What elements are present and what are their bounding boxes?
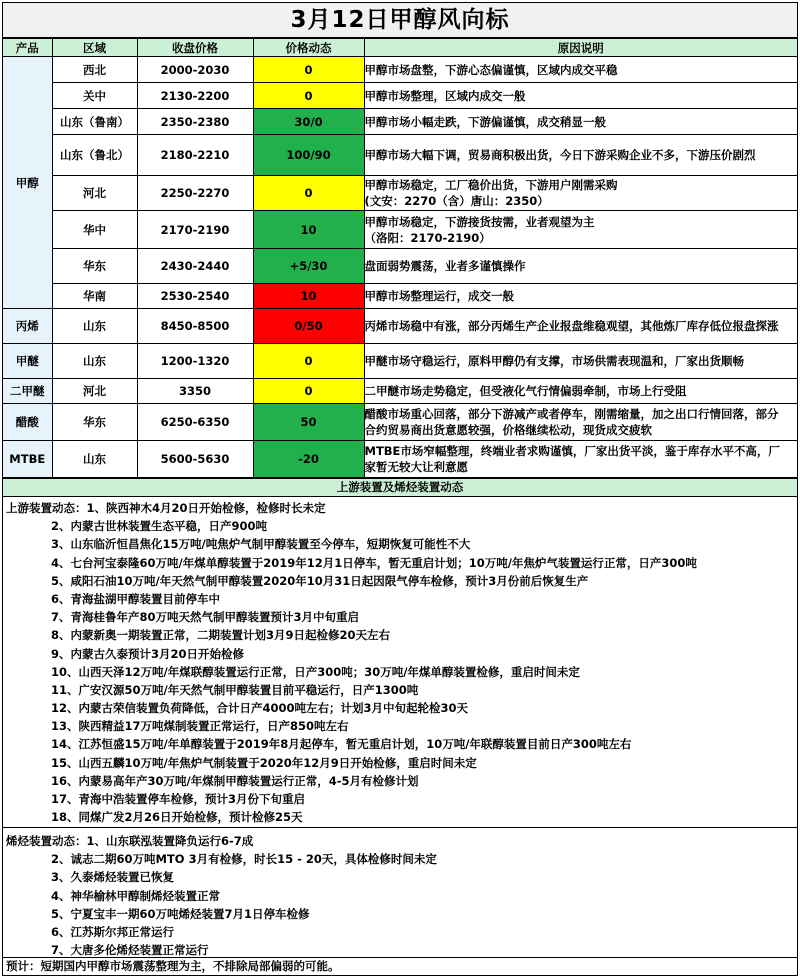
list-item: 17、青海中浩装置停车检修，预计3月份下旬重启 [51,792,306,806]
table-row [3,379,797,404]
table-row [3,57,797,83]
reason-text-line2: （洛阳：2170-2190） [364,230,491,245]
list-item: 11、广安汉源50万吨/年天然气制甲醇装置目前平稳运行，日产1300吨 [51,682,419,697]
reason-cell [364,135,797,176]
table-row [3,211,797,249]
reason-cell [364,344,797,379]
reason-cell [364,379,797,404]
region-cell: 山东 [52,441,137,478]
reason-text-line2: 合约贸易商出货意愿较强，价格继续松动，现货成交疲软 [364,423,652,437]
price-cell: 8450-8500 [137,309,253,344]
list-item: 2、诚志二期60万吨MTO 3月有检修，时长15 - 20天，具体检修时间未定 [51,852,437,867]
report-title: 3月12日甲醇风向标 [3,3,797,38]
reason-cell [364,57,797,83]
reason-text: 甲醇市场稳定，工厂稳价出货，下游用户刚需采购 [364,178,618,192]
reason-text: 甲醇市场整理运行，成交一般 [364,289,514,303]
upstream-lead: 上游装置动态： [6,501,87,515]
reason-cell [364,284,797,309]
list-item: 18、同煤广发2月26日开始检修，预计检修25天 [51,810,303,825]
reason-text: 甲醚市场守稳运行，原料甲醇仍有支撑，市场供需表现温和，厂家出货顺畅 [364,354,744,368]
trend-cell: 30/0 [253,109,364,135]
product-cell: 甲醇 [3,57,52,309]
reason-text-line2: (文安：2270（含）唐山：2350） [364,194,549,208]
table-row [3,135,797,176]
trend-cell: 100/90 [253,135,364,176]
reason-cell [364,309,797,344]
reason-text: MTBE市场窄幅整理，终端业者求购谨慎，厂家出货平淡，鉴于库存水平不高，厂 [364,444,780,458]
trend-cell: 0 [253,344,364,379]
region-cell: 华东 [52,249,137,284]
header-reason: 原因说明 [364,39,797,57]
reason-cell [364,211,797,249]
product-cell: 二甲醚 [3,379,52,404]
trend-cell: -20 [253,441,364,478]
trend-cell: 10 [253,211,364,249]
product-cell: 醋酸 [3,404,52,441]
list-item: 15、山西五麟10万吨/年焦炉气制装置于2020年12月9日开始检修，重启时间未定 [51,755,477,770]
trend-cell: 50 [253,404,364,441]
price-cell: 2170-2190 [137,211,253,249]
list-item: 14、江苏恒盛15万吨/年单醇装置于2019年8月起停车，暂无重启计划，10万吨/年联醇装置目前日产300吨左右 [51,737,632,752]
header-product: 产品 [3,39,52,57]
region-cell: 华东 [52,404,137,441]
price-cell: 2250-2270 [137,176,253,211]
list-item: 16、内蒙易高年产30万吨/年煤制甲醇装置运行正常，4-5月有检修计划 [51,773,419,788]
list-item: 6、江苏斯尔邦正常运行 [51,924,175,939]
trend-cell: +5/30 [253,249,364,284]
table-row [3,176,797,211]
trend-cell: 0 [253,57,364,83]
region-cell: 河北 [52,379,137,404]
reason-cell [364,404,797,441]
table-row [3,404,797,441]
list-item: 9、内蒙古久泰预计3月20日开始检修 [51,646,245,661]
price-cell: 2000-2030 [137,57,253,83]
reason-text: 甲醇市场大幅下调，贸易商积极出货，今日下游采购企业不多，下游压价剧烈 [364,148,756,162]
reason-text: 盘面弱势震荡，业者多谨慎操作 [364,259,526,273]
report-sheet [2,2,798,976]
reason-cell [364,176,797,211]
price-cell: 2350-2380 [137,109,253,135]
trend-cell: 0 [253,379,364,404]
list-item: 10、山西天泽12万吨/年煤联醇装置运行正常，日产300吨；30万吨/年煤单醇装置检修，重启时间未定 [51,664,580,679]
table-header-row [3,39,797,57]
notes-section [3,478,797,975]
list-item: 13、陕西精益17万吨煤制装置正常运行，日产850吨左右 [51,719,349,734]
list-item: 3、山东临沂恒昌焦化15万吨/吨焦炉气制甲醇装置至今停车，短期恢复可能性不大 [51,537,471,552]
price-cell: 2430-2440 [137,249,253,284]
price-cell: 1200-1320 [137,344,253,379]
list-item: 4、神华榆林甲醇制烯烃装置正常 [51,888,220,903]
reason-text: 醋酸市场重心回落，部分下游减产或者停车，刚需缩量，加之出口行情回落，部分 [364,407,779,421]
list-item: 5、咸阳石油10万吨/年天然气制甲醇装置2020年10月31日起因限气停车检修，预计3月份前后恢复生产 [51,573,589,588]
region-cell: 关中 [52,83,137,109]
trend-cell: 0 [253,176,364,211]
reason-text: 甲醇市场小幅走跌，下游偏谨慎，成交稍显一般 [364,114,606,129]
list-item: 上游装置动态：1、陕西神木4月20日开始检修，检修时长未定 [6,501,326,515]
list-item: 6、青海盐湖甲醇装置目前停车中 [51,591,220,606]
list-item: 12、内蒙古荣信装置负荷降低，合计日产4000吨左右；计划3月中旬起轮检30天 [51,701,469,716]
header-price: 收盘价格 [137,39,253,57]
trend-cell: 0 [253,83,364,109]
product-cell: 丙烯 [3,309,52,344]
table-row [3,109,797,135]
region-cell: 山东 [52,344,137,379]
region-cell: 河北 [52,176,137,211]
list-item: 7、大唐多伦烯烃装置正常运行 [51,943,209,958]
price-cell: 2530-2540 [137,284,253,309]
reason-cell [364,83,797,109]
region-cell: 华中 [52,211,137,249]
list-item: 8、内蒙新奥一期装置正常，二期装置计划3月9日起检修20天左右 [51,628,391,643]
list-item: 5、宁夏宝丰一期60万吨烯烃装置7月1日停车检修 [51,906,310,921]
olefin-dynamics [3,828,797,958]
list-item: 2、内蒙古世林装置生态平稳，日产900吨 [51,519,268,534]
reason-text: 丙烯市场稳中有涨，部分丙烯生产企业报盘维稳观望，其他炼厂库存低位报盘探涨 [364,319,779,333]
table-row [3,344,797,379]
header-region: 区域 [52,39,137,57]
reason-text-line2: 家暂无较大让利意愿 [364,460,468,474]
table-row [3,284,797,309]
notes-header: 上游装置及烯烃装置动态 [3,479,797,497]
list-item: 3、久泰烯烃装置已恢复 [51,870,175,885]
price-cell: 5600-5630 [137,441,253,478]
region-cell: 山东（鲁南） [52,109,137,135]
region-cell: 西北 [52,57,137,83]
list-item: 烯烃装置动态：1、山东联泓装置降负运行6-7成 [6,834,254,848]
upstream-dynamics [3,497,797,828]
list-item: 7、青海桂鲁年产80万吨天然气制甲醇装置预计3月中旬重启 [51,610,360,625]
reason-cell [364,441,797,478]
product-cell: 甲醚 [3,344,52,379]
price-cell: 2180-2210 [137,135,253,176]
price-cell: 6250-6350 [137,404,253,441]
table-row [3,249,797,284]
list-item: 4、七台河宝泰隆60万吨/年煤单醇装置于2019年12月1日停车，暂无重启计划；10万吨/年焦炉气装置运行正常，日产300吨 [51,555,697,570]
price-cell: 3350 [137,379,253,404]
table-row [3,83,797,109]
reason-text: 甲醇市场稳定，下游接货按需，业者观望为主 [364,214,595,229]
trend-cell: 10 [253,284,364,309]
forecast-text: 预计：短期国内甲醇市场震荡整理为主，不排除局部偏弱的可能。 [6,959,340,973]
reason-text: 二甲醚市场走势稳定，但受液化气行情偏弱牵制，市场上行受阻 [364,384,687,398]
region-cell: 山东 [52,309,137,344]
price-table [3,38,797,478]
price-cell: 2130-2200 [137,83,253,109]
reason-cell [364,249,797,284]
region-cell: 山东（鲁北） [52,135,137,176]
reason-text: 甲醇市场整理，区域内成交一般 [364,88,526,103]
table-row [3,441,797,478]
table-row [3,309,797,344]
reason-cell [364,109,797,135]
region-cell: 华南 [52,284,137,309]
product-cell: MTBE [3,441,52,478]
trend-cell: 0/50 [253,309,364,344]
olefin-lead: 烯烃装置动态： [6,834,87,848]
reason-text: 甲醇市场盘整，下游心态偏谨慎，区域内成交平稳 [364,62,618,77]
header-trend: 价格动态 [253,39,364,57]
